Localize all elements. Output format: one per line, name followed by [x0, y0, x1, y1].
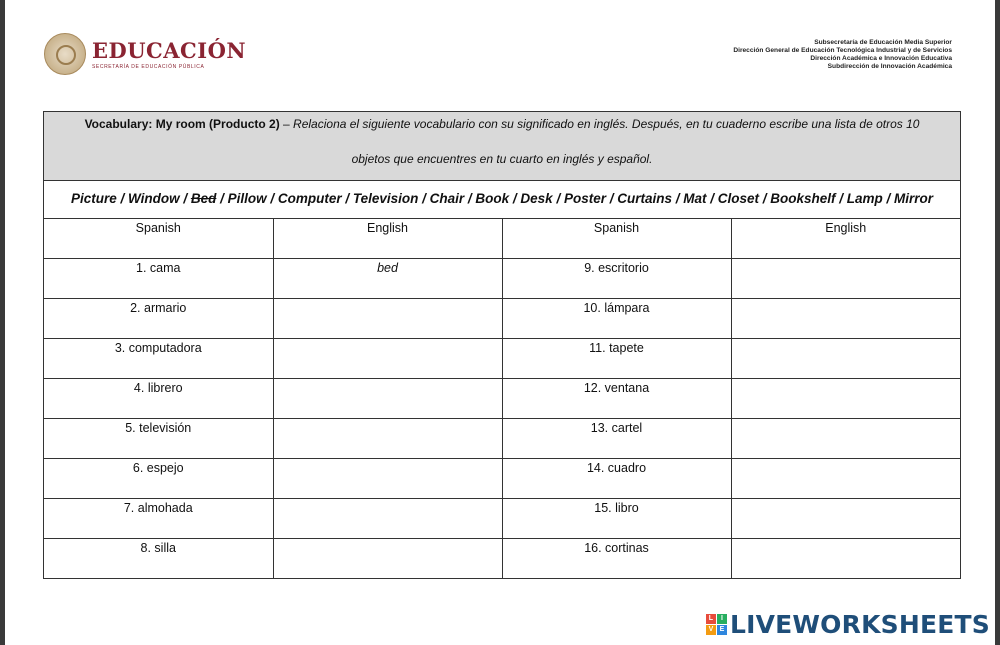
spanish-word: 6. espejo: [44, 459, 273, 499]
english-answer-field[interactable]: [731, 419, 960, 459]
spanish-word: 10. lámpara: [502, 299, 731, 339]
english-answer-field[interactable]: [731, 379, 960, 419]
spanish-word: 14. cuadro: [502, 459, 731, 499]
english-answer-field[interactable]: [731, 339, 960, 379]
spanish-word: 11. tapete: [502, 339, 731, 379]
spanish-word: 13. cartel: [502, 419, 731, 459]
table-row: [44, 499, 960, 539]
instructions-line-1: Relaciona el siguiente vocabulario con su significado en inglés. Después, en tu cuaderno escribe una lista de otros 10: [293, 117, 920, 131]
spanish-word: 16. cortinas: [502, 539, 731, 579]
title-dash: –: [279, 117, 294, 131]
english-answer-field[interactable]: [731, 299, 960, 339]
english-answer-field[interactable]: [273, 379, 502, 419]
agency-line: Dirección Académica e Innovación Educativa: [810, 55, 952, 62]
table-row: [44, 299, 960, 339]
english-answer-field[interactable]: [273, 499, 502, 539]
activity-title: Vocabulary: My room (Producto 2): [84, 117, 280, 131]
english-answer-field[interactable]: [273, 419, 502, 459]
english-answer-field[interactable]: [731, 259, 960, 299]
liveworksheets-logo-icon: [706, 614, 727, 635]
english-answer-field[interactable]: [273, 339, 502, 379]
logo-letter: E: [717, 625, 727, 635]
worksheet: [43, 111, 961, 579]
spanish-word: 9. escritorio: [502, 259, 731, 299]
vocabulary-table: [44, 219, 960, 578]
logo-letter: I: [717, 614, 727, 624]
logo-letter: V: [706, 625, 716, 635]
spanish-word: 2. armario: [44, 299, 273, 339]
spanish-word: 5. televisión: [44, 419, 273, 459]
spanish-word: 1. cama: [44, 259, 273, 299]
table-row: [44, 539, 960, 579]
instructions: [44, 112, 960, 181]
spanish-word: 8. silla: [44, 539, 273, 579]
table-row: [44, 459, 960, 499]
agency-line: Subdirección de Innovación Académica: [827, 63, 952, 70]
english-answer-field[interactable]: [731, 459, 960, 499]
table-row: [44, 379, 960, 419]
agency-header: [733, 39, 952, 71]
national-seal-icon: [44, 33, 86, 75]
english-answer-field[interactable]: [273, 299, 502, 339]
word-bank-start: Picture / Window /: [70, 191, 191, 206]
spanish-word: 12. ventana: [502, 379, 731, 419]
header-english: English: [273, 219, 502, 259]
english-answer-field[interactable]: [731, 499, 960, 539]
sep-logo: [44, 33, 246, 75]
table-row: [44, 419, 960, 459]
window-edge-right: [995, 0, 1000, 645]
english-answer-field[interactable]: [273, 459, 502, 499]
english-answer-field[interactable]: bed: [273, 259, 502, 299]
instructions-line-2: objetos que encuentres en tu cuarto en inglés y español.: [351, 152, 653, 166]
liveworksheets-brand: [706, 610, 990, 639]
liveworksheets-wordmark: LIVEWORKSHEETS: [729, 610, 990, 639]
logo-title: EDUCACIÓN: [92, 37, 247, 63]
header-spanish: Spanish: [502, 219, 731, 259]
spanish-word: 15. libro: [502, 499, 731, 539]
agency-line: Subsecretaría de Educación Media Superior: [814, 39, 952, 46]
english-answer-field[interactable]: [273, 539, 502, 579]
logo-subtitle: SECRETARÍA DE EDUCACIÓN PÚBLICA: [92, 63, 205, 70]
header-spanish: Spanish: [44, 219, 273, 259]
spanish-word: 4. librero: [44, 379, 273, 419]
word-bank-rest: / Pillow / Computer / Television / Chair / Book / Desk / Poster / Curtains / Mat / Closet / Bookshelf / Lamp / Mirror: [216, 191, 934, 206]
logo-letter: L: [706, 614, 716, 624]
table-header-row: [44, 219, 960, 259]
header-english: English: [731, 219, 960, 259]
english-answer-field[interactable]: [731, 539, 960, 579]
word-bank: [44, 181, 960, 219]
table-row: [44, 339, 960, 379]
table-row: [44, 259, 960, 299]
spanish-word: 3. computadora: [44, 339, 273, 379]
agency-line: Dirección General de Educación Tecnológica Industrial y de Servicios: [733, 47, 952, 54]
spanish-word: 7. almohada: [44, 499, 273, 539]
word-bank-used-word: Bed: [190, 191, 217, 206]
window-edge-left: [0, 0, 5, 645]
